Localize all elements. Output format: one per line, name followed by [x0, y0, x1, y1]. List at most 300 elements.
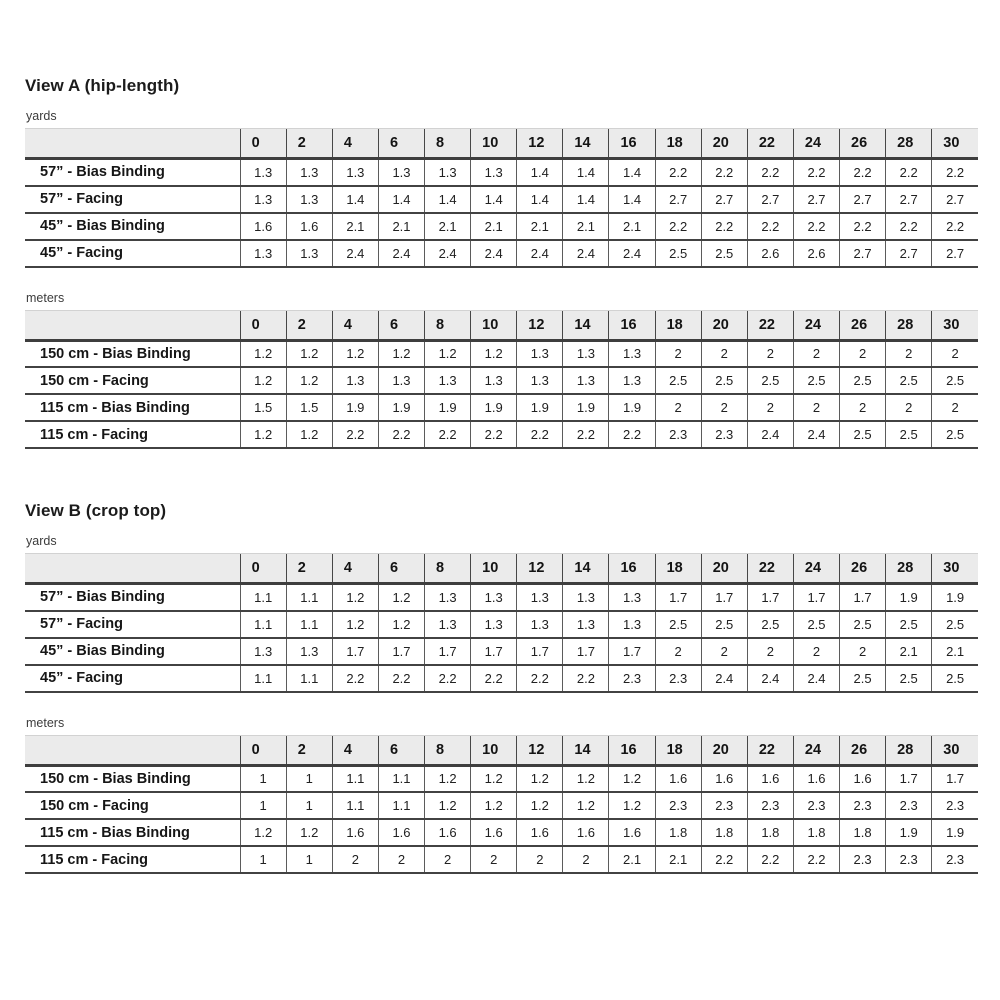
fabric-amount-cell: 2.1 — [609, 846, 655, 873]
fabric-amount-cell: 2 — [793, 394, 839, 421]
fabric-amount-cell: 2.5 — [701, 367, 747, 394]
fabric-amount-cell: 2 — [932, 394, 978, 421]
fabric-amount-cell: 2.5 — [655, 240, 701, 267]
fabric-amount-cell: 2.4 — [747, 421, 793, 448]
fabric-amount-cell: 2.2 — [886, 159, 932, 186]
fabric-amount-cell: 1.1 — [378, 792, 424, 819]
fabric-amount-cell: 1.2 — [240, 340, 286, 367]
fabric-amount-cell: 2.5 — [840, 367, 886, 394]
fabric-amount-cell: 1.2 — [425, 792, 471, 819]
fabric-amount-cell: 1.6 — [655, 765, 701, 792]
view-a-yards-table — [25, 128, 978, 268]
fabric-amount-cell: 1.3 — [563, 584, 609, 611]
fabric-row-label: 150 cm - Facing — [40, 372, 149, 389]
fabric-amount-cell: 1.3 — [563, 367, 609, 394]
fabric-amount-cell: 2 — [840, 394, 886, 421]
fabric-amount-cell: 2.6 — [793, 240, 839, 267]
fabric-amount-cell: 1.5 — [240, 394, 286, 421]
fabric-amount-cell: 2.5 — [655, 367, 701, 394]
fabric-amount-cell: 1.4 — [517, 186, 563, 213]
fabric-amount-cell: 2.7 — [886, 186, 932, 213]
fabric-amount-cell: 1.7 — [701, 584, 747, 611]
fabric-row — [25, 240, 978, 267]
fabric-amount-cell: 2.1 — [425, 213, 471, 240]
fabric-amount-cell: 2.5 — [886, 421, 932, 448]
fabric-row — [25, 665, 978, 692]
fabric-amount-cell: 2 — [655, 394, 701, 421]
fabric-amount-cell: 2 — [701, 394, 747, 421]
unit-label-meters: meters — [26, 290, 65, 305]
size-header-row — [25, 310, 978, 340]
fabric-amount-cell: 2.3 — [932, 792, 978, 819]
fabric-amount-cell: 1.1 — [286, 611, 332, 638]
fabric-amount-cell: 1.3 — [240, 159, 286, 186]
size-column-header: 26 — [840, 735, 886, 765]
fabric-amount-cell: 1.5 — [286, 394, 332, 421]
fabric-amount-cell: 2.5 — [793, 611, 839, 638]
fabric-amount-cell: 1.3 — [517, 367, 563, 394]
fabric-row — [25, 638, 978, 665]
section-view-b — [25, 501, 978, 874]
fabric-amount-cell: 2.7 — [793, 186, 839, 213]
fabric-amount-cell: 1.3 — [240, 240, 286, 267]
size-column-header: 18 — [655, 129, 701, 159]
fabric-amount-cell: 2.5 — [840, 665, 886, 692]
fabric-amount-cell: 2.5 — [747, 611, 793, 638]
fabric-amount-cell: 2 — [701, 638, 747, 665]
fabric-amount-cell: 2.1 — [886, 638, 932, 665]
fabric-amount-cell: 1.3 — [286, 240, 332, 267]
size-column-header: 12 — [517, 735, 563, 765]
fabric-amount-cell: 1.3 — [286, 186, 332, 213]
size-column-header: 20 — [701, 554, 747, 584]
fabric-amount-cell: 2.2 — [747, 846, 793, 873]
fabric-amount-cell: 2.5 — [886, 611, 932, 638]
fabric-amount-cell: 2.3 — [701, 792, 747, 819]
fabric-amount-cell: 2.1 — [378, 213, 424, 240]
fabric-amount-cell: 1.3 — [332, 367, 378, 394]
fabric-amount-cell: 2.6 — [747, 240, 793, 267]
fabric-amount-cell: 1.7 — [793, 584, 839, 611]
fabric-amount-cell: 1.3 — [425, 367, 471, 394]
fabric-amount-cell: 1.7 — [563, 638, 609, 665]
fabric-amount-cell: 2.7 — [655, 186, 701, 213]
size-header-row — [25, 129, 978, 159]
fabric-amount-cell: 2.2 — [517, 421, 563, 448]
fabric-amount-cell: 2 — [563, 846, 609, 873]
fabric-amount-cell: 1.6 — [609, 819, 655, 846]
fabric-amount-cell: 2 — [701, 340, 747, 367]
fabric-amount-cell: 2.7 — [886, 240, 932, 267]
fabric-amount-cell: 1.9 — [471, 394, 517, 421]
fabric-amount-cell: 2.2 — [655, 213, 701, 240]
fabric-amount-cell: 1.3 — [517, 340, 563, 367]
fabric-row — [25, 846, 978, 873]
fabric-amount-cell: 2.4 — [609, 240, 655, 267]
size-column-header: 26 — [840, 129, 886, 159]
fabric-amount-cell: 2 — [747, 638, 793, 665]
unit-label-yards: yards — [26, 534, 57, 548]
fabric-amount-cell: 2.4 — [378, 240, 424, 267]
fabric-amount-cell: 2.4 — [517, 240, 563, 267]
fabric-row — [25, 765, 978, 792]
fabric-amount-cell: 1.2 — [240, 421, 286, 448]
fabric-amount-cell: 1.4 — [425, 186, 471, 213]
fabric-amount-cell: 2 — [655, 340, 701, 367]
fabric-amount-cell: 1.2 — [378, 340, 424, 367]
fabric-row — [25, 819, 978, 846]
size-column-header: 16 — [609, 554, 655, 584]
fabric-amount-cell: 1.3 — [286, 638, 332, 665]
fabric-amount-cell: 2.2 — [701, 159, 747, 186]
fabric-amount-cell: 1.7 — [655, 584, 701, 611]
size-column-header: 6 — [378, 310, 424, 340]
fabric-amount-cell: 1.3 — [471, 159, 517, 186]
fabric-amount-cell: 1.3 — [425, 584, 471, 611]
fabric-amount-cell: 1.7 — [886, 765, 932, 792]
fabric-amount-cell: 1.2 — [332, 340, 378, 367]
fabric-amount-cell: 1.3 — [471, 611, 517, 638]
fabric-amount-cell: 1 — [286, 792, 332, 819]
fabric-amount-cell: 2 — [932, 340, 978, 367]
fabric-amount-cell: 1.9 — [932, 819, 978, 846]
fabric-amount-cell: 1.3 — [378, 367, 424, 394]
fabric-amount-cell: 2.7 — [932, 240, 978, 267]
fabric-row-label: 45” - Bias Binding — [40, 218, 165, 234]
fabric-amount-cell: 1.1 — [286, 584, 332, 611]
fabric-amount-cell: 1.8 — [747, 819, 793, 846]
size-column-header: 10 — [471, 554, 517, 584]
size-column-header: 8 — [425, 554, 471, 584]
size-column-header: 28 — [886, 310, 932, 340]
fabric-amount-cell: 2 — [886, 394, 932, 421]
fabric-amount-cell: 1.3 — [517, 611, 563, 638]
fabric-amount-cell: 2.2 — [378, 665, 424, 692]
fabric-amount-cell: 2.3 — [747, 792, 793, 819]
fabric-amount-cell: 2.1 — [563, 213, 609, 240]
fabric-amount-cell: 2.1 — [517, 213, 563, 240]
size-header-row — [25, 554, 978, 584]
fabric-amount-cell: 1.6 — [840, 765, 886, 792]
corner-cell — [25, 735, 240, 765]
fabric-amount-cell: 2.7 — [840, 240, 886, 267]
fabric-amount-cell: 2.2 — [563, 421, 609, 448]
fabric-amount-cell: 2.2 — [932, 213, 978, 240]
fabric-amount-cell: 1.2 — [563, 792, 609, 819]
fabric-amount-cell: 1.4 — [563, 159, 609, 186]
fabric-amount-cell: 1.7 — [425, 638, 471, 665]
fabric-amount-cell: 2.2 — [563, 665, 609, 692]
fabric-amount-cell: 2 — [793, 638, 839, 665]
fabric-amount-cell: 1.8 — [793, 819, 839, 846]
fabric-amount-cell: 1.3 — [425, 611, 471, 638]
fabric-amount-cell: 1.2 — [563, 765, 609, 792]
fabric-row-label: 115 cm - Facing — [40, 426, 148, 443]
fabric-amount-cell: 2.2 — [747, 213, 793, 240]
fabric-amount-cell: 2.4 — [793, 665, 839, 692]
fabric-amount-cell: 1.2 — [332, 584, 378, 611]
fabric-row-label: 45” - Facing — [40, 670, 123, 686]
size-column-header: 22 — [747, 554, 793, 584]
size-column-header: 8 — [425, 735, 471, 765]
fabric-row-label: 45” - Facing — [40, 245, 123, 261]
size-column-header: 0 — [240, 129, 286, 159]
size-column-header: 8 — [425, 129, 471, 159]
fabric-amount-cell: 1.4 — [517, 159, 563, 186]
view-b-yards-table — [25, 553, 978, 693]
size-column-header: 24 — [793, 310, 839, 340]
fabric-amount-cell: 1.1 — [332, 792, 378, 819]
fabric-amount-cell: 2.2 — [747, 159, 793, 186]
fabric-amount-cell: 2.3 — [793, 792, 839, 819]
size-column-header: 2 — [286, 129, 332, 159]
fabric-amount-cell: 2 — [471, 846, 517, 873]
fabric-row — [25, 159, 978, 186]
size-column-header: 18 — [655, 735, 701, 765]
size-column-header: 24 — [793, 129, 839, 159]
fabric-amount-cell: 2 — [747, 394, 793, 421]
fabric-amount-cell: 1.2 — [378, 611, 424, 638]
fabric-amount-cell: 1.2 — [471, 792, 517, 819]
size-column-header: 20 — [701, 735, 747, 765]
size-column-header: 22 — [747, 735, 793, 765]
size-column-header: 12 — [517, 554, 563, 584]
size-column-header: 30 — [932, 554, 978, 584]
fabric-amount-cell: 2.3 — [886, 792, 932, 819]
fabric-amount-cell: 2.2 — [840, 159, 886, 186]
fabric-amount-cell: 1 — [286, 846, 332, 873]
fabric-row — [25, 367, 978, 394]
fabric-row — [25, 611, 978, 638]
size-column-header: 30 — [932, 735, 978, 765]
fabric-amount-cell: 1.7 — [378, 638, 424, 665]
fabric-amount-cell: 2 — [886, 340, 932, 367]
fabric-amount-cell: 1.3 — [332, 159, 378, 186]
fabric-row-label: 150 cm - Facing — [40, 797, 149, 814]
fabric-amount-cell: 1 — [240, 765, 286, 792]
size-column-header: 10 — [471, 310, 517, 340]
size-header-row — [25, 735, 978, 765]
fabric-amount-cell: 1.7 — [840, 584, 886, 611]
fabric-amount-cell: 2.5 — [840, 611, 886, 638]
fabric-amount-cell: 1.2 — [240, 819, 286, 846]
fabric-amount-cell: 1.3 — [609, 611, 655, 638]
fabric-amount-cell: 2.2 — [332, 665, 378, 692]
size-column-header: 14 — [563, 310, 609, 340]
fabric-amount-cell: 1.2 — [471, 765, 517, 792]
fabric-row-label: 150 cm - Bias Binding — [40, 345, 191, 362]
fabric-row — [25, 186, 978, 213]
size-column-header: 16 — [609, 129, 655, 159]
size-column-header: 22 — [747, 310, 793, 340]
fabric-amount-cell: 2.3 — [932, 846, 978, 873]
fabric-amount-cell: 1.6 — [378, 819, 424, 846]
fabric-amount-cell: 2.5 — [747, 367, 793, 394]
fabric-amount-cell: 1.3 — [563, 611, 609, 638]
fabric-amount-cell: 2.3 — [840, 846, 886, 873]
size-column-header: 28 — [886, 129, 932, 159]
fabric-amount-cell: 1.2 — [609, 765, 655, 792]
fabric-amount-cell: 1.7 — [517, 638, 563, 665]
size-column-header: 4 — [332, 129, 378, 159]
fabric-amount-cell: 1.7 — [471, 638, 517, 665]
size-column-header: 20 — [701, 310, 747, 340]
fabric-row-label: 115 cm - Facing — [40, 851, 148, 868]
size-column-header: 10 — [471, 129, 517, 159]
fabric-amount-cell: 2.5 — [793, 367, 839, 394]
view-a-meters-table — [25, 310, 978, 450]
fabric-amount-cell: 1.3 — [563, 340, 609, 367]
size-column-header: 6 — [378, 554, 424, 584]
fabric-amount-cell: 2.5 — [701, 611, 747, 638]
fabric-amount-cell: 1.3 — [609, 367, 655, 394]
fabric-amount-cell: 1.4 — [378, 186, 424, 213]
fabric-amount-cell: 1.3 — [609, 340, 655, 367]
fabric-amount-cell: 1.1 — [286, 665, 332, 692]
size-column-header: 2 — [286, 554, 332, 584]
fabric-amount-cell: 1.2 — [240, 367, 286, 394]
fabric-amount-cell: 1.9 — [886, 584, 932, 611]
fabric-amount-cell: 2.4 — [701, 665, 747, 692]
fabric-amount-cell: 1.1 — [332, 765, 378, 792]
size-column-header: 10 — [471, 735, 517, 765]
size-column-header: 28 — [886, 735, 932, 765]
fabric-amount-cell: 2.5 — [840, 421, 886, 448]
size-column-header: 30 — [932, 129, 978, 159]
fabric-amount-cell: 2.5 — [932, 611, 978, 638]
fabric-amount-cell: 2.5 — [886, 665, 932, 692]
fabric-amount-cell: 1 — [240, 792, 286, 819]
fabric-row-label: 57” - Bias Binding — [40, 164, 165, 181]
fabric-amount-cell: 1.6 — [286, 213, 332, 240]
size-column-header: 2 — [286, 310, 332, 340]
fabric-amount-cell: 1.9 — [517, 394, 563, 421]
fabric-amount-cell: 1.3 — [609, 584, 655, 611]
size-column-header: 14 — [563, 129, 609, 159]
fabric-amount-cell: 2.3 — [886, 846, 932, 873]
fabric-amount-cell: 2.2 — [793, 846, 839, 873]
fabric-amount-cell: 1.2 — [471, 340, 517, 367]
fabric-amount-cell: 1.1 — [240, 584, 286, 611]
size-column-header: 4 — [332, 554, 378, 584]
corner-cell — [25, 310, 240, 340]
fabric-amount-cell: 1.7 — [609, 638, 655, 665]
fabric-amount-cell: 1.2 — [286, 819, 332, 846]
fabric-amount-cell: 2.2 — [332, 421, 378, 448]
fabric-amount-cell: 1.2 — [378, 584, 424, 611]
fabric-amount-cell: 2.2 — [425, 421, 471, 448]
fabric-amount-cell: 1.2 — [286, 340, 332, 367]
size-column-header: 0 — [240, 554, 286, 584]
fabric-amount-cell: 2 — [840, 638, 886, 665]
fabric-amount-cell: 2.2 — [609, 421, 655, 448]
fabric-amount-cell: 2.5 — [932, 665, 978, 692]
fabric-amount-cell: 2.4 — [747, 665, 793, 692]
fabric-amount-cell: 2.2 — [793, 159, 839, 186]
fabric-amount-cell: 2.1 — [471, 213, 517, 240]
fabric-amount-cell: 1.4 — [332, 186, 378, 213]
size-column-header: 30 — [932, 310, 978, 340]
fabric-amount-cell: 2.4 — [793, 421, 839, 448]
unit-label-yards: yards — [26, 109, 57, 123]
fabric-row-label: 115 cm - Bias Binding — [40, 824, 190, 841]
fabric-amount-cell: 1.6 — [701, 765, 747, 792]
fabric-amount-cell: 2 — [655, 638, 701, 665]
fabric-amount-cell: 2.4 — [332, 240, 378, 267]
fabric-amount-cell: 1.4 — [609, 159, 655, 186]
fabric-amount-cell: 1.9 — [378, 394, 424, 421]
fabric-amount-cell: 1 — [240, 846, 286, 873]
fabric-amount-cell: 2.2 — [655, 159, 701, 186]
fabric-amount-cell: 2.2 — [932, 159, 978, 186]
size-column-header: 6 — [378, 129, 424, 159]
fabric-amount-cell: 1.3 — [286, 159, 332, 186]
fabric-amount-cell: 2.2 — [425, 665, 471, 692]
section-title-view-b: View B (crop top) — [25, 501, 167, 520]
size-column-header: 26 — [840, 554, 886, 584]
view-b-meters-table — [25, 735, 978, 875]
size-column-header: 14 — [563, 554, 609, 584]
size-column-header: 20 — [701, 129, 747, 159]
size-column-header: 6 — [378, 735, 424, 765]
fabric-amount-cell: 2.5 — [655, 611, 701, 638]
fabric-row — [25, 213, 978, 240]
fabric-amount-cell: 1.4 — [563, 186, 609, 213]
fabric-amount-cell: 1.8 — [655, 819, 701, 846]
fabric-row-label: 45” - Bias Binding — [40, 643, 165, 659]
fabric-amount-cell: 1.3 — [471, 367, 517, 394]
fabric-amount-cell: 1.2 — [425, 765, 471, 792]
fabric-amount-cell: 1.4 — [471, 186, 517, 213]
fabric-amount-cell: 1.2 — [517, 792, 563, 819]
fabric-amount-cell: 2.2 — [701, 846, 747, 873]
corner-cell — [25, 554, 240, 584]
fabric-amount-cell: 2.7 — [747, 186, 793, 213]
fabric-amount-cell: 1.2 — [425, 340, 471, 367]
fabric-amount-cell: 1.3 — [240, 186, 286, 213]
fabric-amount-cell: 2 — [378, 846, 424, 873]
section-view-a — [25, 76, 978, 449]
fabric-amount-cell: 1.2 — [286, 421, 332, 448]
fabric-amount-cell: 1.6 — [563, 819, 609, 846]
size-column-header: 22 — [747, 129, 793, 159]
size-column-header: 8 — [425, 310, 471, 340]
fabric-amount-cell: 1.6 — [425, 819, 471, 846]
fabric-amount-cell: 2 — [332, 846, 378, 873]
fabric-amount-cell: 1.1 — [378, 765, 424, 792]
fabric-amount-cell: 1.2 — [609, 792, 655, 819]
size-column-header: 2 — [286, 735, 332, 765]
size-column-header: 24 — [793, 735, 839, 765]
fabric-amount-cell: 2.7 — [701, 186, 747, 213]
fabric-amount-cell: 1.9 — [563, 394, 609, 421]
fabric-amount-cell: 2.5 — [932, 367, 978, 394]
unit-label-meters: meters — [26, 715, 65, 730]
size-column-header: 16 — [609, 735, 655, 765]
fabric-amount-cell: 1.6 — [471, 819, 517, 846]
size-column-header: 24 — [793, 554, 839, 584]
fabric-amount-cell: 2.1 — [932, 638, 978, 665]
fabric-amount-cell: 2.4 — [425, 240, 471, 267]
fabric-row — [25, 340, 978, 367]
fabric-amount-cell: 1.6 — [332, 819, 378, 846]
fabric-amount-cell: 2.3 — [655, 421, 701, 448]
fabric-amount-cell: 1.6 — [747, 765, 793, 792]
fabric-amount-cell: 1.3 — [240, 638, 286, 665]
fabric-amount-cell: 2.2 — [378, 421, 424, 448]
size-column-header: 4 — [332, 735, 378, 765]
fabric-row — [25, 421, 978, 448]
